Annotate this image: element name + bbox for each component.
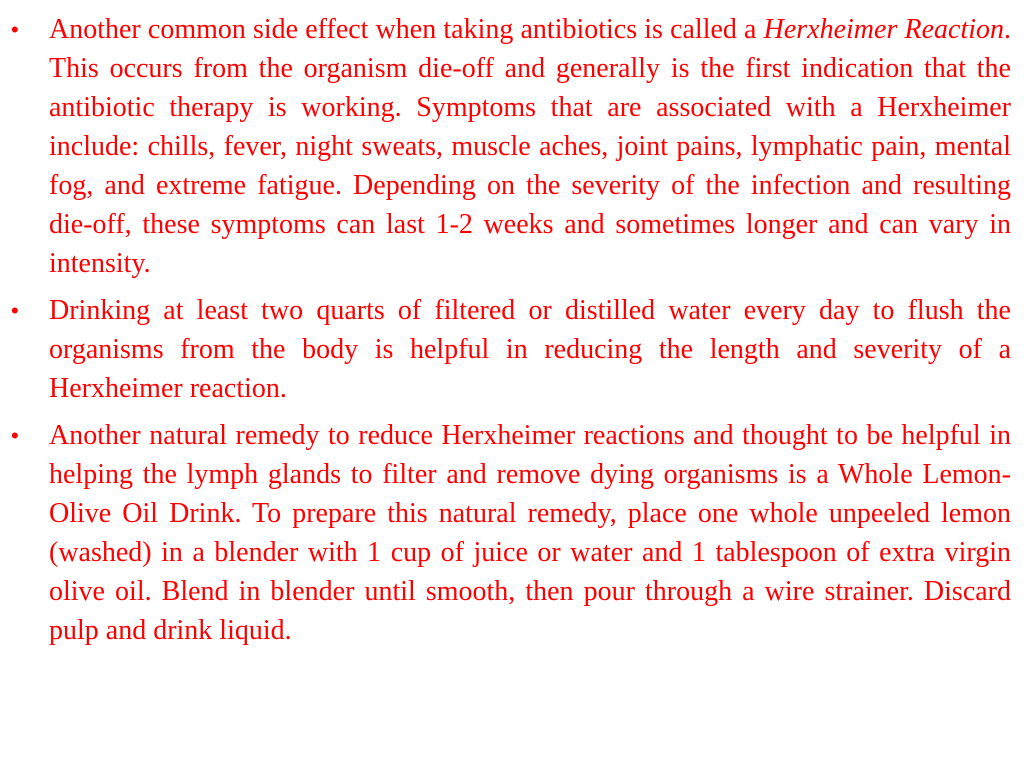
bullet-marker: •: [11, 423, 19, 448]
bullet-text: [49, 14, 1011, 279]
bullet-text: Another natural remedy to reduce Herxheimer reactions and thought to be helpful in helping the lymph glands to filter and remove dying organisms is a Whole Lemon-Olive Oil Drink. To prepare this natural remedy, place one whole unpeeled lemon (washed) in a blender with 1 cup of juice or water and 1 tablespoon of extra virgin olive oil. Blend in blender until smooth, then pour through a wire strainer. Discard pulp and drink liquid.: [49, 420, 1011, 646]
bullet-text-intro: Another common side effect when taking antibiotics is called a: [49, 14, 764, 45]
bullet-drinking-water: [0, 291, 1024, 408]
bullet-marker: •: [11, 17, 19, 42]
bullet-lemon-olive-oil-drink: [0, 416, 1024, 650]
herxheimer-reaction-term: Herxheimer Reaction: [763, 14, 1005, 45]
bullet-text-rest: . This occurs from the organism die-off and generally is the first indication that the antibiotic therapy is working. Symptoms that are associated with a Herxheimer include: chills, fever, night sweats, muscle aches, joint pains, lymphatic pain, mental fog, and extreme fatigue. Depending on the severity of the infection and resulting die-off, these symptoms can last 1-2 weeks and sometimes longer and can vary in intensity.: [49, 14, 1012, 279]
bullet-marker: •: [11, 298, 19, 323]
bullet-list: [0, 10, 1024, 658]
bullet-herxheimer-reaction: [0, 10, 1024, 283]
bullet-text: Drinking at least two quarts of filtered or distilled water every day to flush the organisms from the body is helpful in reducing the length and severity of a Herxheimer reaction.: [49, 295, 1011, 404]
